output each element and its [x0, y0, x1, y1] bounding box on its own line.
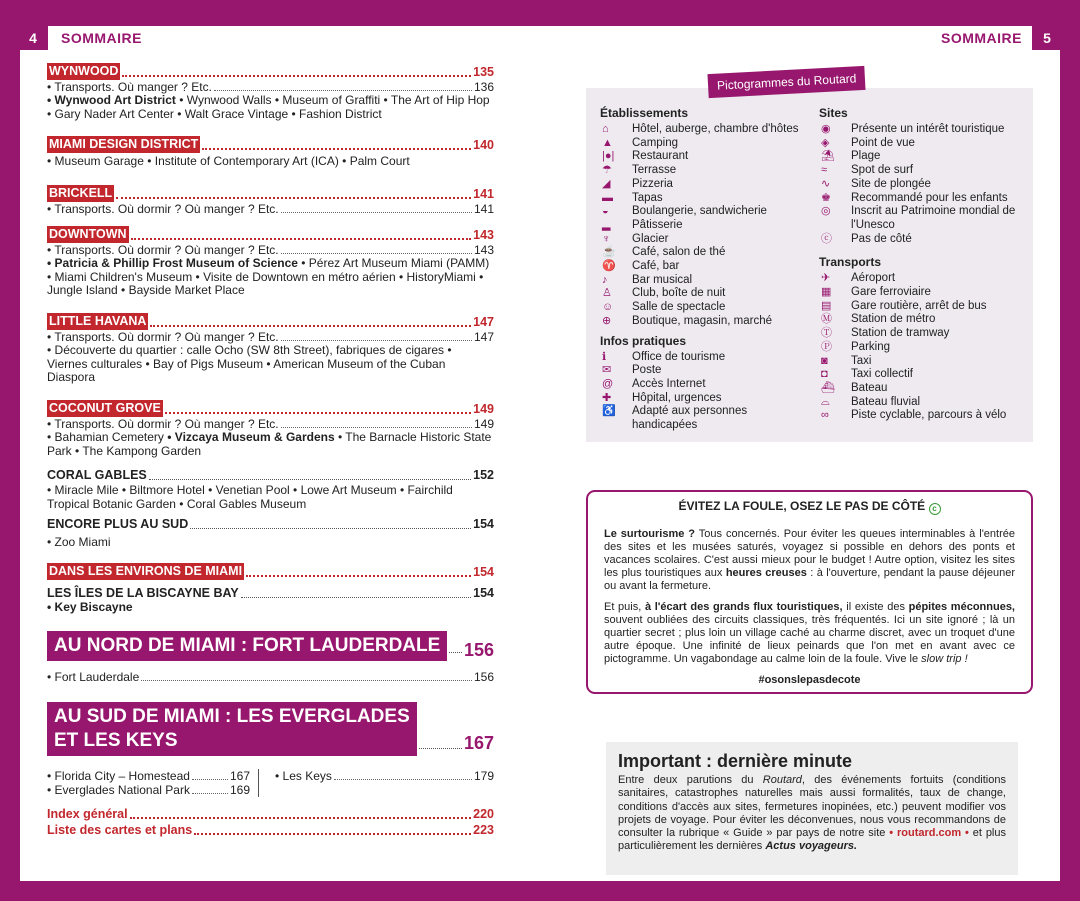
legend-label: Présente un intérêt touristique — [851, 123, 1005, 135]
glass-icon: ♈ — [602, 260, 616, 273]
page-number: 149 — [473, 402, 494, 416]
toc-entry-downtown[interactable] — [47, 226, 494, 298]
description: • Pérez Art Museum Miami (PAMM) • Miami Children's Museum • Visite de Downtown en métro aérien • HistoryMiami • Jungle Island • Bayside Market Place — [47, 256, 490, 297]
highlight: • Key Biscayne — [47, 600, 133, 614]
legend-label: Camping — [632, 136, 679, 149]
terrace-icon: ☂ — [602, 164, 612, 177]
right-page — [540, 50, 1060, 881]
left-page-number: 4 — [29, 30, 37, 46]
bold-text: à l'écart des grands flux touristiques, — [644, 601, 843, 613]
toc-cartes[interactable] — [47, 822, 494, 838]
sub-text: • Transports. Où dormir ? Où manger ? Etc. — [47, 417, 279, 431]
tapas-icon: ▬ — [602, 191, 613, 204]
hospital-cross-icon: ✚ — [602, 391, 612, 404]
cartes-label: Liste des cartes et plans — [47, 823, 193, 837]
music-note-icon: ♪ — [602, 273, 608, 286]
camera-icon: ◉ — [821, 123, 831, 135]
chapter-page: 156 — [463, 640, 494, 660]
sub-page: 156 — [473, 670, 494, 684]
highlight: • Patricia & Phillip Frost Museum of Science — [47, 256, 298, 270]
sub-text: • Transports. Où dormir ? Où manger ? Etc. — [47, 330, 279, 344]
highlight: • Wynwood Art District — [47, 93, 176, 107]
legend-heading: Infos pratiques — [600, 333, 687, 348]
description: • Zoo Miami — [47, 535, 111, 549]
right-header-title: SOMMAIRE — [941, 30, 1022, 46]
highlight: • Vizcaya Museum & Gardens — [163, 430, 335, 444]
info-icon: ℹ — [602, 350, 607, 363]
boat-icon: ⛴ — [821, 381, 835, 394]
legend-label: Salle de spectacle — [632, 301, 726, 314]
toc-entry-little-havana[interactable] — [47, 313, 494, 385]
sub-text: • Transports. Où manger ? Etc. — [47, 80, 212, 94]
bold-text: Le surtourisme ? — [604, 528, 696, 540]
legend-label: Bateau — [851, 381, 888, 394]
legend-label: Bateau fluvial — [851, 395, 921, 408]
toc-entry-biscayne-bay[interactable] — [47, 585, 494, 615]
legend-label: Tapas — [632, 191, 663, 204]
river-boat-icon: ⌓ — [821, 395, 830, 408]
legend-label: Café, salon de thé — [632, 246, 726, 259]
legend-label: Plage — [851, 150, 881, 163]
sub-text: • Transports. Où dormir ? Où manger ? Etc. — [47, 202, 279, 216]
description: • Découverte du quartier : calle Ocho (SW 8th Street), fabriques de cigares • Viernes culturales • Bay of Pigs Museum • American Museum of the Cuban Diaspora — [47, 343, 452, 384]
left-header-title: SOMMAIRE — [61, 30, 142, 46]
legend-label: Poste — [632, 364, 662, 377]
sub-page: 149 — [473, 417, 494, 431]
body-text: il existe des — [842, 601, 909, 613]
page-number: 152 — [473, 468, 494, 482]
legend-label: Parking — [851, 340, 890, 353]
page-number: 154 — [473, 565, 494, 579]
coffee-icon: ☕ — [602, 246, 616, 259]
description: • Museum Garage • Institute of Contemporary Art (ICA) • Palm Court — [47, 154, 410, 168]
legend-label: Gare routière, arrêt de bus — [851, 299, 987, 312]
chapter-title-line2: ET LES KEYS — [54, 730, 178, 751]
legend-label: Gare ferroviaire — [851, 286, 931, 299]
legend-label: Site de plongée — [851, 177, 931, 190]
page-number: 223 — [473, 823, 494, 837]
evitez-paragraph-1 — [604, 528, 1015, 593]
legend-etablissements — [600, 106, 810, 433]
bold-italic-text: Actus voyageurs. — [765, 840, 858, 853]
sub-text: • Fort Lauderdale — [47, 670, 140, 684]
section-title: DANS LES ENVIRONS DE MIAMI — [49, 564, 243, 578]
section-title: MIAMI DESIGN DISTRICT — [49, 137, 199, 151]
description-pre: • Bahamian Cemetery — [47, 430, 164, 444]
sub-page: 147 — [473, 330, 494, 344]
toc-entry-encore-plus-au-sud[interactable] — [47, 516, 494, 550]
legend-label: Restaurant — [632, 150, 689, 163]
legend-label: Adapté aux personnes handicapées — [632, 405, 748, 432]
chapter-title-line1: AU SUD DE MIAMI : LES EVERGLADES — [54, 706, 410, 727]
page-number: 143 — [473, 228, 494, 242]
description: • Wynwood Walls • Museum of Graffiti • The Art of Hip Hop • Gary Nader Art Center • Walt Grace Vintage • Fashion District — [47, 93, 490, 121]
bicycle-icon: ∞ — [821, 409, 829, 422]
section-title: ENCORE PLUS AU SUD — [47, 517, 189, 531]
sub-page: 143 — [473, 243, 494, 257]
toc-chapter-nord[interactable] — [47, 631, 494, 684]
pictogram-legend-title: Pictogrammes du Routard — [707, 66, 865, 98]
legend-label: Club, boîte de nuit — [632, 287, 726, 300]
sub-page: 136 — [473, 80, 494, 94]
sub-page: 167 — [229, 769, 250, 783]
section-title: COCONUT GROVE — [49, 401, 161, 415]
italic-text: Routard — [762, 774, 802, 786]
ice-cream-icon: ♆ — [602, 232, 611, 245]
toc-entry-coral-gables[interactable] — [47, 467, 494, 511]
toc-entry-environs[interactable] — [47, 563, 494, 580]
body-text: Tous concernés. Pour éviter les queues interminables à l'entrée des sites et les musées saturés, voyagez si possible en dehors des ponts et vacances scolaires. C'est aussi mieux pour le budget ! Autre option, visitez les sites les plus touristiques aux — [604, 528, 1015, 579]
legend-label: Spot de surf — [851, 164, 914, 177]
hashtag[interactable]: #osonslepasdecote — [758, 674, 861, 686]
toc-entry-coconut-grove[interactable] — [47, 400, 494, 458]
sub-page: 179 — [473, 769, 494, 783]
dancer-icon: ♙ — [602, 287, 612, 300]
viewpoint-icon: ◈ — [821, 136, 830, 149]
sub-text: • Everglades National Park — [47, 783, 190, 797]
legend-label: Pâtisserie — [632, 218, 683, 231]
legend-label: Hôtel, auberge, chambre d'hôtes — [632, 123, 799, 135]
at-sign-icon: @ — [602, 377, 614, 390]
body-text: souvent oubliées des circuits classiques, très fréquentés. Ici un site ignoré ; là un quartier secret ; plus loin un village caché au charme discret, avec un troquet d'une autre époque. Une infinité de lieux peinards que l'on met en avant avec ce pictogramme. Un vagabondage au calme loin de la foule. Vive le — [604, 614, 1015, 665]
bold-text: heures creuses — [725, 567, 807, 579]
description: • The Barnacle Historic State Park • The Kampong Garden — [47, 430, 492, 458]
legend-label: Pizzeria — [632, 177, 673, 190]
left-page — [20, 50, 540, 881]
legend-heading: Transports — [819, 255, 882, 270]
page-number: 147 — [473, 315, 494, 329]
legend-label: Aéroport — [851, 272, 896, 285]
bus-icon: ▤ — [821, 299, 832, 312]
shop-basket-icon: ⊕ — [602, 314, 612, 327]
important-title: Important : dernière minute — [618, 751, 853, 771]
legend-heading: Sites — [819, 106, 848, 120]
surf-icon: ≈ — [821, 164, 828, 177]
legend-label: Boutique, magasin, marché — [632, 314, 772, 327]
shared-taxi-icon: ◘ — [821, 368, 828, 381]
page-number: 135 — [473, 65, 494, 79]
legend-label: Pas de côté — [851, 232, 912, 245]
beach-icon: ⛱ — [821, 150, 835, 163]
sub-text: • Les Keys — [275, 769, 332, 783]
legend-label: Taxi — [851, 354, 872, 367]
cake-icon: ▂ — [602, 218, 611, 231]
sub-text: • Transports. Où dormir ? Où manger ? Etc. — [47, 243, 279, 257]
section-title: LES ÎLES DE LA BISCAYNE BAY — [47, 586, 239, 600]
bread-icon: ◒ — [602, 205, 609, 218]
evitez-la-foule-box — [586, 490, 1033, 694]
important-text — [618, 774, 1006, 854]
sub-text: • Florida City – Homestead — [47, 769, 190, 783]
bold-text: pépites méconnues, — [908, 601, 1015, 613]
toc-entry-design-district[interactable] — [47, 136, 494, 169]
unesco-icon: ◎ — [821, 205, 831, 218]
legend-label: Boulangerie, sandwicherie — [632, 205, 767, 218]
train-icon: ▦ — [821, 286, 832, 299]
mail-icon: ✉ — [602, 364, 612, 377]
right-page-number: 5 — [1043, 30, 1051, 46]
sub-page: 169 — [229, 783, 250, 797]
side-step-icon: c — [929, 503, 941, 515]
hotel-icon: ⌂ — [602, 123, 609, 135]
side-step-icon: ⓒ — [821, 232, 832, 245]
parking-icon: Ⓟ — [821, 340, 832, 353]
legend-label: Taxi collectif — [851, 368, 913, 381]
toc-index[interactable] — [47, 806, 494, 822]
evitez-title — [604, 499, 1015, 515]
toc-entry-wynwood[interactable] — [47, 63, 494, 121]
sub-page: 141 — [473, 202, 494, 216]
children-icon: ♚ — [821, 191, 831, 204]
routard-link[interactable]: • routard.com • — [889, 827, 969, 840]
body-text: : à l'ouverture, pendant la pause déjeuner ou avant la fermeture. — [604, 567, 1015, 592]
legend-label: Hôpital, urgences — [632, 391, 722, 404]
legend-label: Bar musical — [632, 273, 693, 286]
pictogram-legend — [586, 88, 1033, 442]
legend-label: Station de métro — [851, 313, 936, 326]
diving-icon: ∿ — [821, 177, 831, 190]
taxi-icon: ◙ — [821, 354, 828, 367]
body-text: Entre deux parutions du — [618, 774, 763, 786]
section-title: LITTLE HAVANA — [49, 314, 147, 328]
important-box — [606, 742, 1018, 875]
toc-chapter-sud[interactable] — [47, 702, 494, 797]
chapter-title: AU NORD DE MIAMI : FORT LAUDERDALE — [47, 631, 447, 661]
airplane-icon: ✈ — [821, 272, 831, 285]
evitez-title-text: ÉVITEZ LA FOULE, OSEZ LE PAS DE CÔTÉ — [678, 499, 926, 513]
legend-label: Point de vue — [851, 136, 915, 149]
pizza-icon: ◢ — [602, 177, 611, 190]
legend-label: Station de tramway — [851, 327, 950, 340]
section-title: BRICKELL — [49, 186, 113, 200]
body-text: Et puis, — [604, 601, 645, 613]
legend-label: Café, bar — [632, 260, 680, 273]
wheelchair-icon: ♿ — [602, 405, 616, 418]
metro-icon: Ⓜ — [821, 313, 832, 326]
legend-label: Terrasse — [632, 164, 677, 177]
section-title: DOWNTOWN — [49, 227, 127, 241]
tram-icon: Ⓣ — [821, 327, 832, 340]
legend-label: Inscrit au Patrimoine mondial de l'Unesco — [851, 205, 1016, 231]
description: • Miracle Mile • Biltmore Hotel • Venetian Pool • Lowe Art Museum • Fairchild Tropical Botanic Garden • Coral Gables Museum — [47, 483, 453, 511]
legend-label: Glacier — [632, 232, 669, 245]
legend-label: Office de tourisme — [632, 350, 726, 363]
section-title: CORAL GABLES — [47, 468, 147, 482]
legend-heading: Établissements — [600, 106, 689, 120]
italic-text: slow trip ! — [921, 653, 968, 665]
theater-icon: ☺ — [602, 301, 614, 314]
index-label: Index général — [47, 807, 128, 821]
chapter-page: 167 — [463, 733, 494, 753]
legend-label: Accès Internet — [632, 377, 706, 390]
page-number: 154 — [473, 586, 494, 600]
evitez-paragraph-2 — [604, 601, 1015, 666]
body-text: et plus particulièrement les dernières — [618, 827, 1006, 853]
legend-label: Piste cyclable, parcours à vélo — [851, 409, 1007, 422]
toc-entry-brickell[interactable] — [47, 185, 494, 216]
legend-label: Recommandé pour les enfants — [851, 191, 1008, 204]
page-number: 141 — [473, 187, 494, 201]
legend-sites — [819, 106, 1029, 423]
body-text: , des événements fortuits (conditions sanitaires, catastrophes naturelles mais aussi formalités, taux de change, conditions d'accès aux sites, fermetures inopinées, etc.) peuvent modifier vos projets de voyage. Pour éviter les déconvenues, nous vous recommandons de consulter la rubrique « Guide » par pays de notre site — [618, 774, 1006, 840]
page-number: 220 — [473, 807, 494, 821]
restaurant-icon: |●| — [602, 150, 615, 163]
page-number: 140 — [473, 138, 494, 152]
camping-icon: ▲ — [602, 136, 613, 149]
chapter-title — [47, 702, 417, 756]
section-title: WYNWOOD — [49, 64, 119, 78]
page-number: 154 — [473, 517, 494, 531]
